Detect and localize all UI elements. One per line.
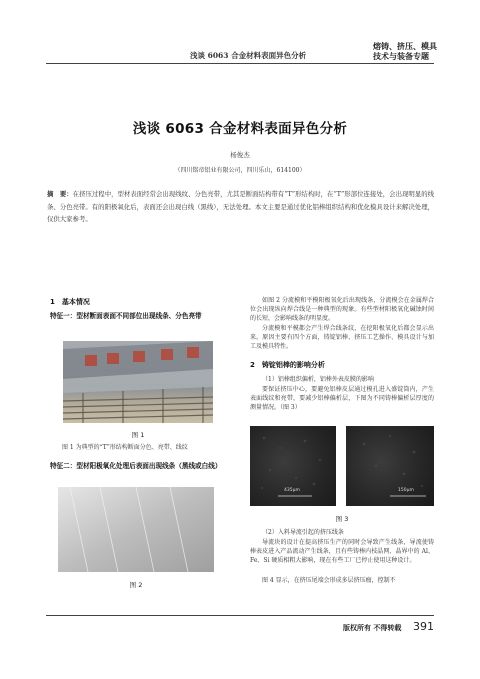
figure-1-caption: 图 1: [131, 431, 145, 439]
figure-3-right-illustration: [346, 426, 434, 506]
figure-2-photo: [58, 487, 214, 572]
paragraph-5: 图 4 显示，在挤压尾端会形成多层挤压瘤，控制不: [262, 577, 396, 584]
abstract-text: 在挤压过程中，型材表面经常会出现线纹、分色亮带，尤其是断面结构带有“T”形结构时，在“T”形部位连接处，会出现明显的线条、分色亮带。有的阳极氧化后，表面还会出现白线（黑线），无法处理。本文主要是通过优化铝棒组织结构和优化模具设计来解决处理，仅供大家参考。: [47, 190, 435, 223]
figure-1-photo: [63, 341, 213, 423]
figure-3-right-micrograph: [346, 426, 434, 506]
running-title: 浅谈 6063 合金材料表面异色分析: [190, 51, 307, 60]
paragraph-4: 导流块的设计在提高挤压生产的同时会导致产生线条，导流使铸棒表皮进入产品流动产生线条，且有些铸棒内枝晶网、晶界中的 Al、Fe、Si 硬质相粗大影响，现在有些工厂已停止使用这种设计。: [250, 539, 434, 564]
footer-rule: [46, 615, 434, 616]
figure-3-left-illustration: [250, 426, 336, 506]
column-label: 熔铸、挤压、模具 技术与装备专题: [373, 41, 437, 61]
copyright-notice: 版权所有 不得转载: [343, 623, 402, 632]
paragraph-2: 分流模和平模都会产生焊合线条纹，在挖阳极氧化后都会显示出来。原因主要有四个方面，铸锭铝棒、挤压工艺操作、模具设计与加工及模具特性。: [250, 325, 434, 350]
figure-2-caption: 图 2: [129, 581, 143, 589]
article-title: 浅谈 6063 合金材料表面异色分析: [132, 121, 348, 137]
subsection-2-heading: （2）入料导流引起的挤压线条: [262, 529, 344, 536]
author-name: 杨俊杰: [230, 151, 250, 159]
figure-3-left-micrograph: [250, 426, 336, 506]
abstract-label: 摘 要：: [47, 190, 73, 198]
author-affiliation: （四川铭帝铝业有限公司，四川乐山，614100）: [174, 167, 306, 174]
figure-1-illustration: [63, 341, 213, 423]
scale-label-2: 150μm: [398, 488, 414, 493]
section-2-heading: 2 铸锭铝棒的影响分析: [250, 361, 325, 369]
abstract: [47, 188, 434, 226]
scale-label-1: 435μm: [284, 488, 300, 493]
header-rule: [46, 63, 434, 64]
page-number: 391: [413, 620, 434, 633]
figure-3-caption: 图 3: [335, 515, 349, 523]
section-1-heading: 1 基本情况: [50, 298, 90, 306]
paragraph-3: 要保证挤压中心，要避免铝棒皮层通过模孔进入盛锭筒内，产生表面线纹和亮带，要减少铝棒偏析层，下图为不同铸棒偏析层厚度的测量情况。（图 3）: [250, 386, 434, 411]
feature-1-heading: 特征一：型材断面表面不同部位出现线条、分色亮带: [50, 312, 202, 320]
paragraph-1: 如图 2 分流模和平模阳极氧化后出现线条，分流模会在金属焊合位会出现纵向焊合线是一种典型的现象。有些型材阳极氧化碱蚀时间的长短，会影响线条的明显度。: [250, 297, 434, 322]
subsection-1-heading: （1）铝棒组织偏析，铝棒外表皮膜的影响: [262, 376, 374, 383]
feature-2-heading: 特征二：型材阳极氧化处理后表面出现线条（黑线或白线）: [50, 462, 222, 470]
figure-2-illustration: [58, 487, 214, 572]
figure-1-text: 图 1 为典型的“T”形结构断面分色、亮带、线纹: [62, 444, 188, 451]
